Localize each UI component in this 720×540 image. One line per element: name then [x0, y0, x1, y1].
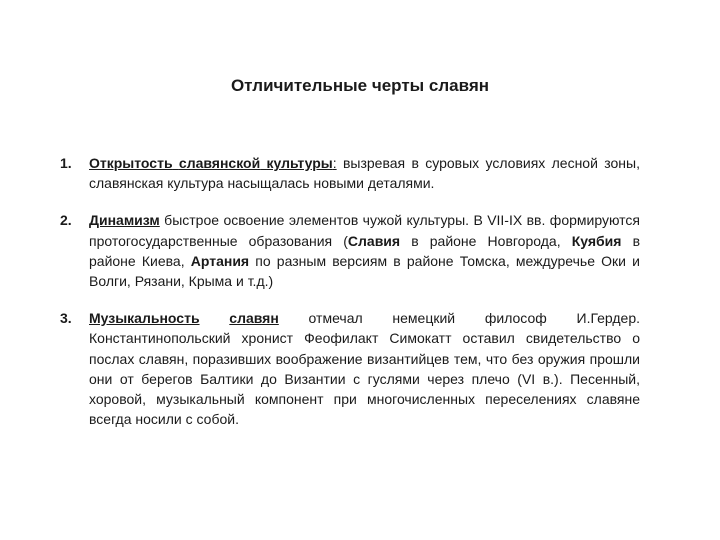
colon: : [332, 155, 337, 171]
slide-title: Отличительные черты славян [230, 76, 490, 95]
list-item-openness [60, 153, 640, 193]
term-musicality: Музыкальность [89, 310, 200, 327]
term-kuyabia: Куябия [571, 232, 622, 249]
term-slavia: Славия [347, 232, 401, 249]
term-dynamism: Динамизм [89, 212, 160, 229]
list-item-musicality [60, 308, 640, 429]
list-number: 3. [60, 310, 72, 327]
term-slavic: славянской [178, 155, 261, 171]
list-item-dynamism [60, 210, 640, 291]
term-slavs: славян [229, 310, 279, 327]
description: отмечал немецкий философ И.Гердер. Константинопольский хронист Феофилакт Симокатт оставил свидетельство о послах славян, поразивших воображение византийцев тем, что без оружия прошли они от берегов Балтики до Византии с гуслями через плечо (VI в.). Песенный, хоровой, музыкальный компонент при многочисленных переселениях славяне всегда носили с собой. [89, 310, 640, 428]
description: в районе Киева, [89, 232, 641, 269]
list-item-text [89, 308, 640, 429]
list-item-text [89, 210, 640, 291]
description: вызревая в суровых условиях лесной зоны, славянская культура насыщалась новыми деталями. [89, 155, 640, 192]
term-openness: Открытость [89, 155, 173, 171]
term-culture: культуры [266, 155, 333, 171]
description: быстрое освоение элементов чужой культуры. В VII-IX вв. формируются протогосударственные образования ( [89, 212, 640, 249]
list-number: 1. [60, 155, 72, 171]
list-number: 2. [60, 212, 72, 229]
space [200, 310, 230, 326]
features-list [60, 153, 640, 446]
description: по разным версиям в районе Томска, междуречье Оки и Волги, Рязани, Крыма и т.д.) [89, 252, 640, 290]
description: в районе Новгорода, [400, 232, 572, 249]
term-artania: Артания [190, 252, 250, 269]
list-item-text [89, 153, 640, 193]
